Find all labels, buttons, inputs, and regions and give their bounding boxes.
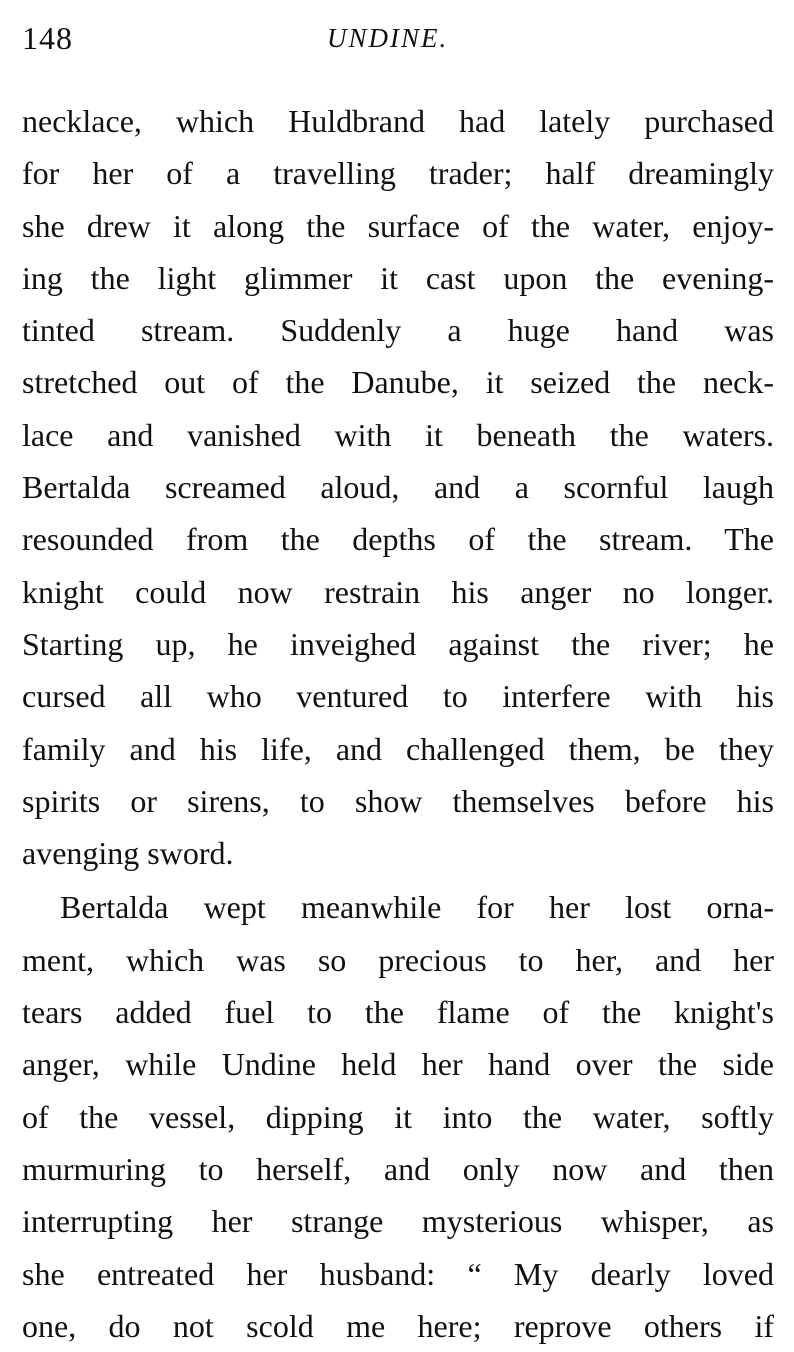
text-line: spirits or sirens, to show themselves before his bbox=[22, 782, 774, 819]
text-line: interrupting her strange mysterious whisper, as bbox=[22, 1203, 774, 1240]
body-text bbox=[22, 95, 774, 1352]
text-line: anger, while Undine held her hand over the side bbox=[22, 1046, 774, 1083]
paragraph-1 bbox=[22, 95, 774, 879]
text-line: murmuring to herself, and only now and then bbox=[22, 1150, 774, 1187]
text-line: necklace, which Huldbrand had lately purchased bbox=[22, 103, 774, 139]
text-line: resounded from the depths of the stream. The bbox=[22, 521, 774, 558]
text-line: stretched out of the Danube, it seized the neck- bbox=[22, 364, 774, 401]
text-line: lace and vanished with it beneath the waters. bbox=[22, 416, 774, 453]
text-line: Bertalda wept meanwhile for her lost orna- bbox=[60, 889, 774, 926]
text-line: she entreated her husband: “ My dearly loved bbox=[22, 1255, 774, 1292]
text-line: family and his life, and challenged them, be they bbox=[22, 730, 774, 767]
text-line: for her of a travelling trader; half dreamingly bbox=[22, 155, 774, 192]
running-title: UNDINE. bbox=[327, 23, 449, 53]
page-number: 148 bbox=[22, 20, 73, 56]
text-line: Starting up, he inveighed against the river; he bbox=[22, 625, 774, 662]
text-line: ing the light glimmer it cast upon the evening- bbox=[22, 259, 774, 296]
page-header bbox=[22, 18, 774, 58]
text-line: tinted stream. Suddenly a huge hand was bbox=[22, 312, 774, 349]
paragraph-2 bbox=[22, 881, 774, 1352]
text-line: Bertalda screamed aloud, and a scornful laugh bbox=[22, 469, 774, 506]
text-line: avenging sword. bbox=[22, 835, 234, 872]
text-line: she drew it along the surface of the water, enjoy- bbox=[22, 207, 774, 244]
text-line: cursed all who ventured to interfere with his bbox=[22, 678, 774, 715]
text-line: tears added fuel to the flame of the knight's bbox=[22, 994, 774, 1031]
text-line: ment, which was so precious to her, and her bbox=[22, 941, 774, 978]
text-line: knight could now restrain his anger no longer. bbox=[22, 573, 774, 610]
text-line: of the vessel, dipping it into the water, softly bbox=[22, 1098, 774, 1135]
text-line: one, do not scold me here; reprove others if bbox=[22, 1307, 774, 1344]
